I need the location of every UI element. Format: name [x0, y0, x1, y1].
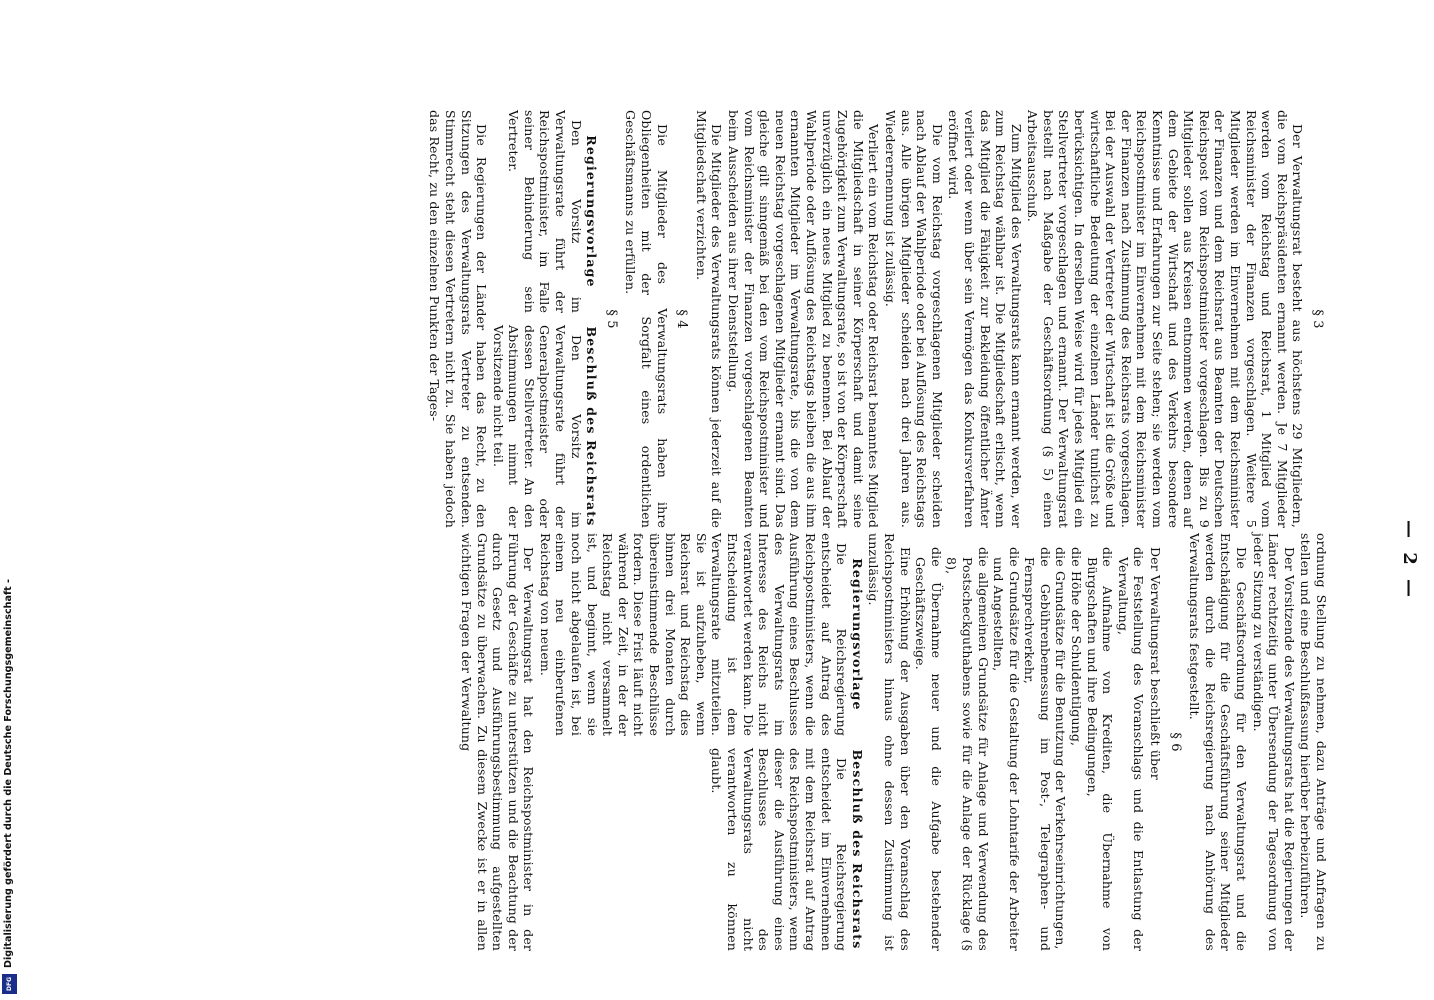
section-6-item: die Gebührenbemessung im Post-, Telegraphen- und Fernsprechverkehr,: [1022, 547, 1053, 951]
section-5-government-draft-heading: Regierungsvorlage: [584, 135, 600, 288]
digitization-credit: [0, 578, 20, 996]
section-5-reichsrat-resolution-text: Den Vorsitz im Verwaltungsrate führt der Generalpostmeister oder dessen Stellvertreter. An den Abstimmungen nimmt der Vorsitzende nicht teil.: [490, 325, 584, 528]
section-3-paragraph-1: Der Verwaltungsrat besteht aus höchstens 29 Mitgliedern, die vom Reichspräsidenten ernannt werden. Je 7 Mitglieder werden vom Reichstag und Reichsrat, 1 Mitglied vom Reichsminister der Finanzen vorgeschlagen. Weitere 5 Mitglieder werden im Einvernehmen mit dem Reichsminister der Finanzen und dem Reichsrat aus Beamten der Deutschen Reichspost vom Reichspostminister vorgeschlagen. Bis zu 9 Mitglieder sollen aus Kreisen entnommen werden, denen auf dem Gebiete der Wirtschaft und des Verkehrs besondere Kenntnisse und Erfahrungen zur Seite stehen; sie werden vom Reichspostminister im Einvernehmen mit dem Reichsminister der Finanzen nach Zustimmung des Reichsrats vorgeschlagen. Bei der Auswahl der Vertreter der Wirtschaft ist die Größe und wirtschaftliche Bedeutung der einzelnen Länder tunlichst zu berücksichtigen. In derselben Weise wird für jedes Mitglied ein Stellvertreter vorgeschlagen und ernannt. Der Verwaltungsrat bestellt nach Maßgabe der Geschäftsordnung (§ 5) einen Arbeitsausschuß.: [1025, 110, 1306, 528]
section-4-paragraph-1: Die Mitglieder des Verwaltungsrats haben ihre Obliegenheiten mit der Sorgfalt eines ordentlichen Geschäftsmanns zu erfüllen.: [623, 110, 670, 528]
section-6-item: die allgemeinen Grundsätze für Anlage und Verwendung des Postscheckguthabens sowie für die Anlage der Rücklage (§ 8),: [944, 547, 991, 951]
section-3-paragraph-3: Die vom Reichstag vorgeschlagenen Mitglieder scheiden nach Ablauf der Wahlperiode oder bei Auflösung des Reichstags aus. Alle übrigen Mitglieder scheiden nach drei Jahren aus. Wiederernennung ist zulässig.: [882, 110, 945, 528]
section-6-item: die Feststellung des Voranschlags und die Entlastung der Verwaltung,: [1115, 547, 1147, 951]
section-6-government-draft: [536, 533, 864, 736]
section-6-government-draft-heading: Regierungsvorlage: [849, 558, 865, 711]
section-5-mark: § 5: [603, 309, 619, 329]
section-6-reichsrat-resolution: [536, 748, 864, 951]
digitization-credit-text: Digitalisierung gefördert durch die Deutsche Forschungsgemeinschaft -: [3, 578, 14, 968]
left-column: [426, 110, 1329, 528]
page-number: — 2 —: [1399, 520, 1420, 602]
section-6-lead: Der Verwaltungsrat beschließt über: [1148, 547, 1164, 780]
section-3-paragraph-4: Verliert ein vom Reichstag oder Reichsrat benanntes Mitglied die Mitgliedschaft in seiner Körperschaft und damit seine Zugehörigkeit zum Verwaltungsrate, so ist von der Körperschaft unverzüglich ein neues Mitglied zu benennen. Bei Ablauf der Wahlperiode oder Auflösung des Reichstags bleiben die aus ihm ernannten Mitglieder im Verwaltungsrate, bis die von dem neuen Reichstag vorgeschlagenen Mitglieder ernannt sind. Das gleiche gilt sinngemäß bei den vom Reichspostminister und vom Reichsminister der Finanzen vorgeschlagenen Beamten beim Ausscheiden aus ihrer Dienststellung.: [726, 110, 882, 528]
section-5-reichsrat-resolution: [489, 325, 599, 528]
section-6-reichsrat-resolution-text: Die Reichsregierung entscheidet im Einvernehmen mit dem Reichsrat auf Antrag des Reichspostministers, wenn dieser die Ausführung eines Beschlusses des Verwaltungsrats nicht verantworten zu können glaubt.: [709, 748, 850, 951]
section-6-list: [913, 533, 1147, 951]
section-6-item: die Höhe der Schuldentilgung,: [1069, 547, 1085, 747]
section-6-reichsrat-resolution-heading: Beschluß des Reichsrats: [849, 749, 865, 950]
section-6-government-draft-text: Die Reichsregierung entscheidet auf Antrag des Reichspostministers, wenn die Ausführung eines Beschlusses des Verwaltungsrats im Interesse des Reichs nicht verantwortet werden kann. Die Entscheidung ist dem Verwaltungsrate mitzuteilen. Sie ist aufzuheben, wenn Reichsrat und Reichstag dies binnen drei Monaten durch übereinstimmende Beschlüsse fordern. Diese Frist läuft nicht während der Zeit, in der der Reichstag nicht versammelt ist, und beginnt, wenn sie noch nicht abgelaufen ist, bei einem neu einberufenen Reichstag von neuem.: [537, 533, 850, 736]
section-6-split: [536, 533, 864, 951]
section-5-government-draft: [489, 110, 599, 313]
rules-of-procedure-paragraph: Die Geschäftsordnung für den Verwaltungsrat und die Entschädigung für die Geschäftsführung seiner Mitglieder werden durch die Reichsregierung nach Anhörung des Verwaltungsrats festgestellt.: [1187, 533, 1250, 951]
chair-notification-paragraph: Der Vorsitzende des Verwaltungsrats hat die Regierungen der Länder rechtzeitig unter Übersendung der Tagesordnung von jeder Sitzung zu verständigen.: [1250, 533, 1297, 951]
section-5-split: [489, 110, 599, 528]
section-5-paragraph-1: Die Regierungen der Länder haben das Recht, zu den Sitzungen des Verwaltungsrats Vertreter zu entsenden. Stimmrecht steht diesen Vertretern nicht zu. Sie haben jedoch das Recht, zu den einzelnen Punkten der Tages-: [427, 110, 490, 528]
section-5-reichsrat-resolution-heading: Beschluß des Reichsrats: [584, 326, 600, 527]
section-4-mark: § 4: [674, 309, 690, 329]
section-6-closing: Eine Erhöhung der Ausgaben über den Voranschlag des Reichspostministers hinaus ohne dessen Zustimmung ist unzulässig.: [866, 533, 913, 951]
section-6-item: die Grundsätze für die Benutzung der Verkehrseinrichtungen,: [1053, 547, 1069, 950]
continuation-paragraph: ordnung Stellung zu nehmen, dazu Anträge und Anfragen zu stellen und eine Beschlußfassung hierüber herbeizuführen.: [1298, 533, 1329, 951]
right-column: [457, 533, 1329, 951]
section-3-mark: § 3: [1310, 309, 1325, 329]
section-6-item: die Aufnahme von Krediten, die Übernahme von Bürgschaften und ihre Bedingungen,: [1084, 547, 1116, 951]
section-3-paragraph-2: Zum Mitglied des Verwaltungsrats kann ernannt werden, wer zum Reichstag wählbar ist. Die Mitgliedschaft erlischt, wenn das Mitglied die Fähigkeit zur Bekleidung öffentlicher Ämter verliert oder wenn über sein Vermögen das Konkursverfahren eröffnet wird.: [946, 110, 1024, 528]
section-6-item: die Grundsätze für die Gestaltung der Lohntarife der Arbeiter und Angestellten,: [991, 547, 1022, 951]
dfg-logo: DFG: [2, 974, 17, 994]
section-3-paragraph-5: Die Mitglieder des Verwaltungsrats können jederzeit auf die Mitgliedschaft verzichten.: [693, 110, 725, 528]
supervision-paragraph: Der Verwaltungsrat hat den Reichspostminister in der Führung der Geschäfte zu unterstützen und die Beachtung der durch Gesetz und Ausführungsbestimmung aufgestellten Grundsätze zu überwachen. Zu diesem Zwecke ist er in allen wichtigen Fragen der Verwaltung: [458, 533, 537, 951]
section-6-item: die Übernahme neuer und die Aufgabe bestehender Geschäftszweige.: [913, 547, 944, 951]
section-6-mark: § 6: [1167, 732, 1183, 752]
section-5-government-draft-text: Den Vorsitz im Verwaltungsrate führt der Reichspostminister, im Falle seiner Behinderung sein Vertreter.: [506, 110, 584, 313]
